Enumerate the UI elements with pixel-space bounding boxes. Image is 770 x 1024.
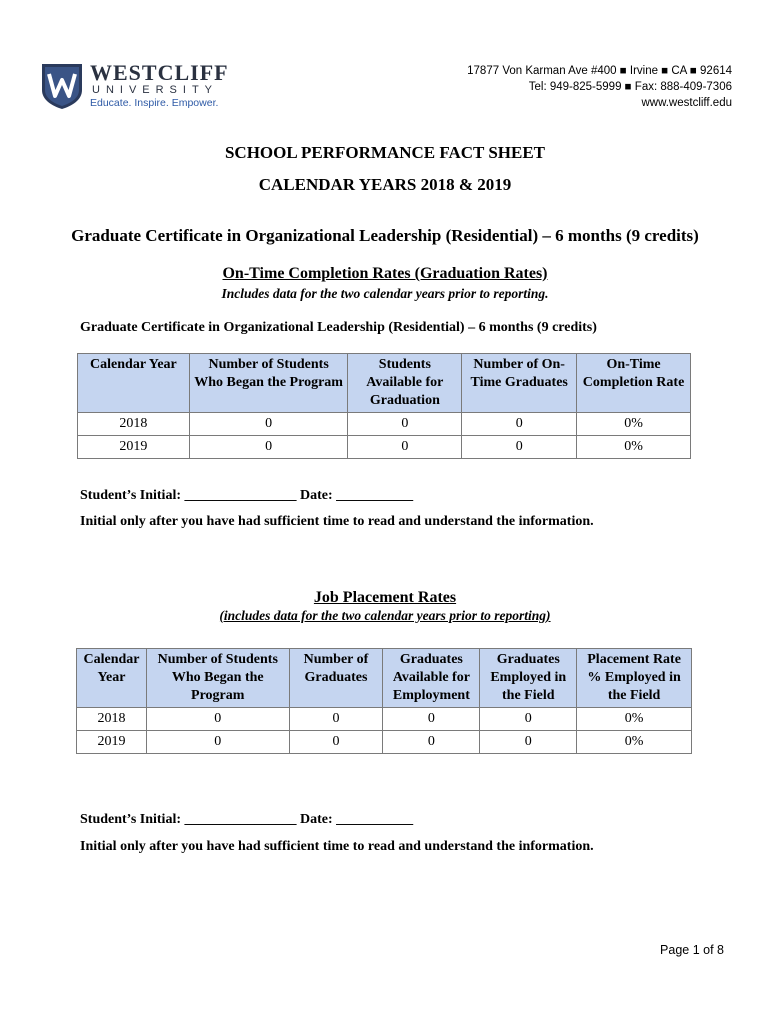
table-cell: 0 bbox=[146, 708, 289, 731]
table-cell: 0 bbox=[480, 731, 577, 754]
page-number: Page 1 of 8 bbox=[660, 943, 724, 957]
column-header: Students Available for Graduation bbox=[348, 354, 462, 413]
initial-note: Initial only after you have had sufficient time to read and understand the information. bbox=[80, 839, 594, 854]
student-initial-line: Student’s Initial: ________________ Date: ___________ bbox=[80, 812, 414, 827]
page-subtitle: CALENDAR YEARS 2018 & 2019 bbox=[258, 175, 512, 194]
program-title: Graduate Certificate in Organizational Leadership (Residential) – 6 months (9 credits) bbox=[71, 226, 699, 245]
column-header: Calendar Year bbox=[78, 354, 190, 413]
page-title: SCHOOL PERFORMANCE FACT SHEET bbox=[224, 143, 546, 162]
placement-note: (includes data for the two calendar years prior to reporting) bbox=[219, 608, 551, 623]
completion-note: Includes data for the two calendar years prior to reporting. bbox=[221, 286, 549, 301]
column-header: Graduates Employed in the Field bbox=[480, 649, 577, 708]
logo-university: UNIVERSITY bbox=[92, 84, 219, 96]
completion-table bbox=[77, 353, 691, 459]
table-cell: 2019 bbox=[77, 731, 147, 754]
column-header: Number of On-Time Graduates bbox=[462, 354, 577, 413]
table-cell: 0 bbox=[462, 436, 577, 459]
table-cell: 0 bbox=[383, 731, 480, 754]
table-cell: 0% bbox=[577, 708, 692, 731]
column-header: Number of Graduates bbox=[289, 649, 383, 708]
table-cell: 2018 bbox=[78, 413, 190, 436]
column-header: On-Time Completion Rate bbox=[577, 354, 691, 413]
completion-program: Graduate Certificate in Organizational Leadership (Residential) – 6 months (9 credits) bbox=[80, 320, 597, 335]
placement-heading: Job Placement Rates bbox=[313, 589, 457, 606]
table-cell: 0 bbox=[289, 708, 383, 731]
column-header: Number of Students Who Began the Program bbox=[146, 649, 289, 708]
table-row bbox=[78, 413, 691, 436]
table-cell: 0 bbox=[146, 731, 289, 754]
logo-tagline: Educate. Inspire. Empower. bbox=[90, 97, 219, 109]
table-cell: 0% bbox=[577, 731, 692, 754]
column-header: Graduates Available for Employment bbox=[383, 649, 480, 708]
table-cell: 0 bbox=[348, 413, 462, 436]
address-block bbox=[467, 63, 732, 111]
column-header: Placement Rate % Employed in the Field bbox=[577, 649, 692, 708]
website-link[interactable]: www.westcliff.edu bbox=[641, 97, 732, 109]
table-cell: 2019 bbox=[78, 436, 190, 459]
table-cell: 0 bbox=[383, 708, 480, 731]
university-logo bbox=[40, 60, 230, 112]
table-cell: 0 bbox=[189, 413, 348, 436]
shield-logo-icon bbox=[40, 62, 84, 110]
table-cell: 0 bbox=[480, 708, 577, 731]
table-cell: 0 bbox=[462, 413, 577, 436]
table-cell: 2018 bbox=[77, 708, 147, 731]
table-row bbox=[78, 436, 691, 459]
table-cell: 0 bbox=[289, 731, 383, 754]
table-cell: 0 bbox=[348, 436, 462, 459]
initial-note: Initial only after you have had sufficient time to read and understand the information. bbox=[80, 514, 594, 529]
address-line: 17877 Von Karman Ave #400 ■ Irvine ■ CA ■ 92614 bbox=[467, 65, 732, 77]
table-header-row bbox=[78, 354, 691, 413]
student-initial-line: Student’s Initial: ________________ Date: ___________ bbox=[80, 488, 414, 503]
table-row bbox=[77, 708, 692, 731]
table-row bbox=[77, 731, 692, 754]
completion-heading: On-Time Completion Rates (Graduation Rates) bbox=[222, 265, 548, 282]
table-cell: 0% bbox=[577, 436, 691, 459]
table-header-row bbox=[77, 649, 692, 708]
column-header: Number of Students Who Began the Program bbox=[189, 354, 348, 413]
placement-table bbox=[76, 648, 692, 754]
phone-fax-line: Tel: 949-825-5999 ■ Fax: 888-409-7306 bbox=[528, 81, 732, 93]
column-header: Calendar Year bbox=[77, 649, 147, 708]
logo-name: WESTCLIFF bbox=[90, 60, 229, 85]
table-cell: 0% bbox=[577, 413, 691, 436]
table-cell: 0 bbox=[189, 436, 348, 459]
